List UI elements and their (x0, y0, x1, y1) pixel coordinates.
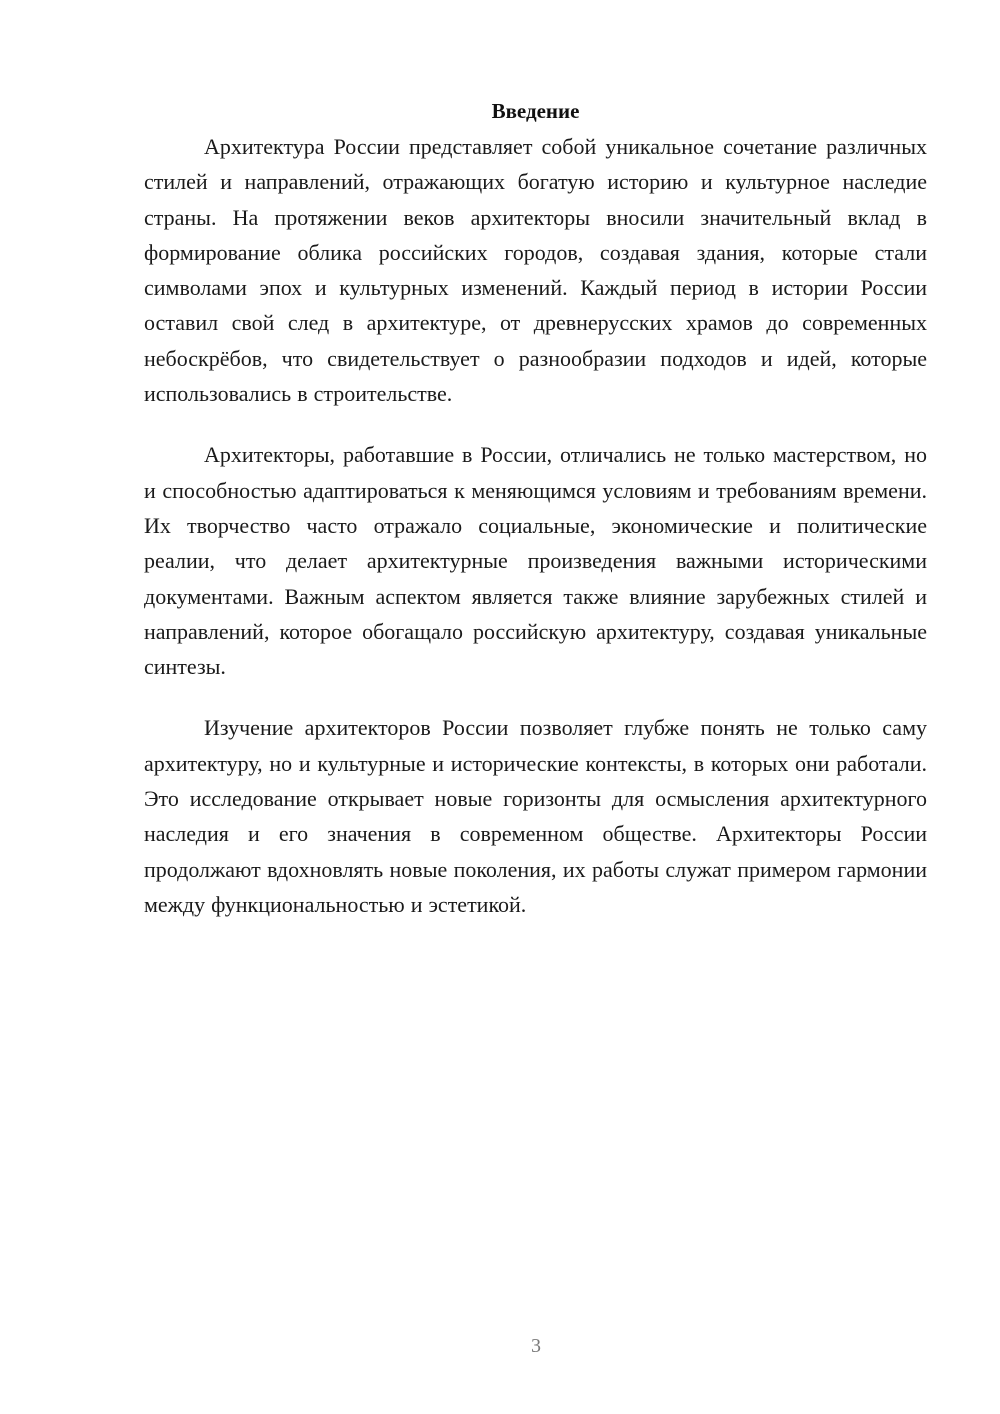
paragraph-1: Архитектура России представляет собой уникальное сочетание различных стилей и направлений, отражающих богатую историю и культурное наследие страны. На протяжении веков архитекторы вносили значительный вклад в формирование облика российских городов, создавая здания, которые стали символами эпох и культурных изменений. Каждый период в истории России оставил свой след в архитектуре, от древнерусских храмов до современных небоскрёбов, что свидетельствует о разнообразии подходов и идей, которые использовались в строительстве. (144, 134, 927, 407)
page-number: 3 (531, 1335, 541, 1357)
paragraph-3: Изучение архитекторов России позволяет глубже понять не только саму архитектуру, но и культурные и исторические контексты, в которых они работали. Это исследование открывает новые горизонты для осмысления архитектурного наследия и его значения в современном обществе. Архитекторы России продолжают вдохновлять новые поколения, их работы служат примером гармонии между функциональностью и эстетикой. (144, 715, 927, 917)
paragraph-2: Архитекторы, работавшие в России, отличались не только мастерством, но и способностью адаптироваться к меняющимся условиям и требованиям времени. Их творчество часто отражало социальные, экономические и политические реалии, что делает архитектурные произведения важными историческими документами. Важным аспектом является также влияние зарубежных стилей и направлений, которое обогащало российскую архитектуру, создавая уникальные синтезы. (144, 442, 927, 680)
section-heading: Введение (491, 99, 580, 123)
page-content (144, 94, 927, 948)
